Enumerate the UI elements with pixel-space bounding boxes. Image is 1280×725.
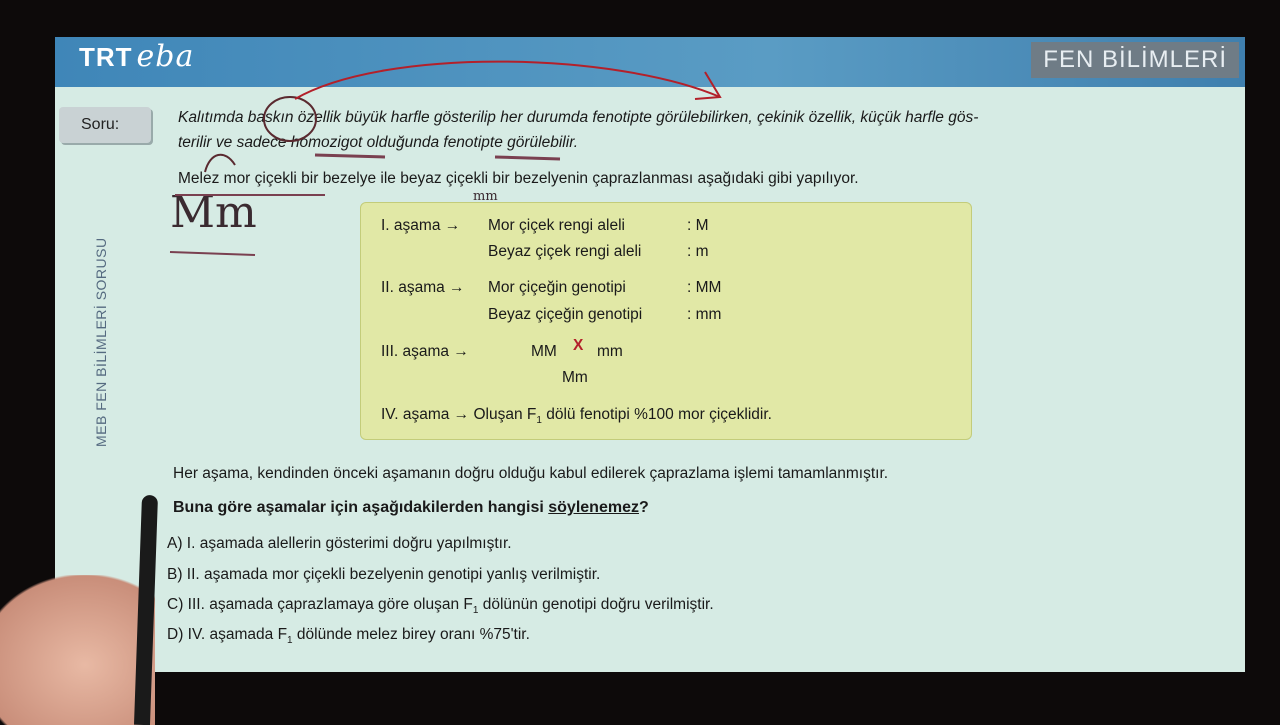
underline-annotation-3 bbox=[170, 252, 255, 255]
step3-label: III. aşama → bbox=[381, 343, 469, 360]
step1-b: Beyaz çiçek rengi aleli bbox=[488, 243, 642, 260]
circle-annotation bbox=[264, 97, 316, 141]
hook-annotation bbox=[205, 155, 235, 172]
presenter-hand bbox=[0, 575, 155, 725]
question-prompt: Buna göre aşamalar için aşağıdakilerden hangisi söylenemez? bbox=[173, 499, 649, 516]
intro-line-2: terilir ve sadece homozigot olduğunda fenotipte görülebilir. bbox=[178, 134, 579, 151]
step2-a-value: : MM bbox=[687, 279, 722, 296]
option-c[interactable]: C) III. aşamada çaprazlamaya göre oluşan $F_1$ dölünün genotipi doğru verilmiştir. bbox=[167, 596, 714, 617]
step3-offspring: Mm bbox=[562, 369, 588, 386]
step2-label: II. aşama → bbox=[381, 279, 465, 296]
step4-text: IV. aşama → Oluşan $F_1$ dölü fenotipi %100 mor çiçeklidir. bbox=[381, 406, 772, 427]
handwritten-hybrid: Mm bbox=[170, 187, 257, 238]
step1-b-value: : m bbox=[687, 243, 709, 260]
intro-line-1: Kalıtımda baskın özellik büyük harfle gösterilip her durumda fenotipte görülebilirken, çekinik özellik, küçük harfle gös- bbox=[178, 109, 979, 126]
step2-b-value: : mm bbox=[687, 306, 722, 323]
handwritten-white: mm bbox=[473, 189, 498, 204]
underline-annotation bbox=[315, 155, 560, 159]
option-b[interactable]: B) II. aşamada mor çiçekli bezelyenin genotipi yanlış verilmiştir. bbox=[167, 566, 601, 583]
lesson-screen bbox=[55, 37, 1245, 672]
pen-annotations bbox=[55, 37, 1245, 672]
intro-line-3: Melez mor çiçekli bir bezelye ile beyaz çiçekli bir bezelyenin çaprazlanması aşağıdaki gibi yapılıyor. bbox=[178, 170, 859, 187]
step1-label: I. aşama → bbox=[381, 217, 461, 234]
trt-eba-logo: TRT eba bbox=[79, 39, 195, 74]
subject-title: FEN BİLİMLERİ bbox=[1031, 42, 1239, 78]
question-label: Soru: bbox=[59, 107, 151, 143]
step1-a: Mor çiçek rengi aleli bbox=[488, 217, 625, 234]
step2-b: Beyaz çiçeğin genotipi bbox=[488, 306, 643, 323]
step3-parent2: mm bbox=[597, 343, 623, 360]
side-label: MEB FEN BİLİMLERİ SORUSU bbox=[93, 237, 109, 447]
option-d[interactable]: D) IV. aşamada $F_1$ dölünde melez birey oranı %75'tir. bbox=[167, 626, 530, 647]
arrow-annotation bbox=[295, 62, 720, 99]
note-text: Her aşama, kendinden önceki aşamanın doğru olduğu kabul edilerek çaprazlama işlemi tamamlanmıştır. bbox=[173, 465, 889, 482]
step1-a-value: : M bbox=[687, 217, 709, 234]
step2-a: Mor çiçeğin genotipi bbox=[488, 279, 626, 296]
cross-symbol: X bbox=[573, 337, 584, 354]
option-a[interactable]: A) I. aşamada alellerin gösterimi doğru yapılmıştır. bbox=[167, 535, 512, 552]
step3-parent1: MM bbox=[531, 343, 557, 360]
